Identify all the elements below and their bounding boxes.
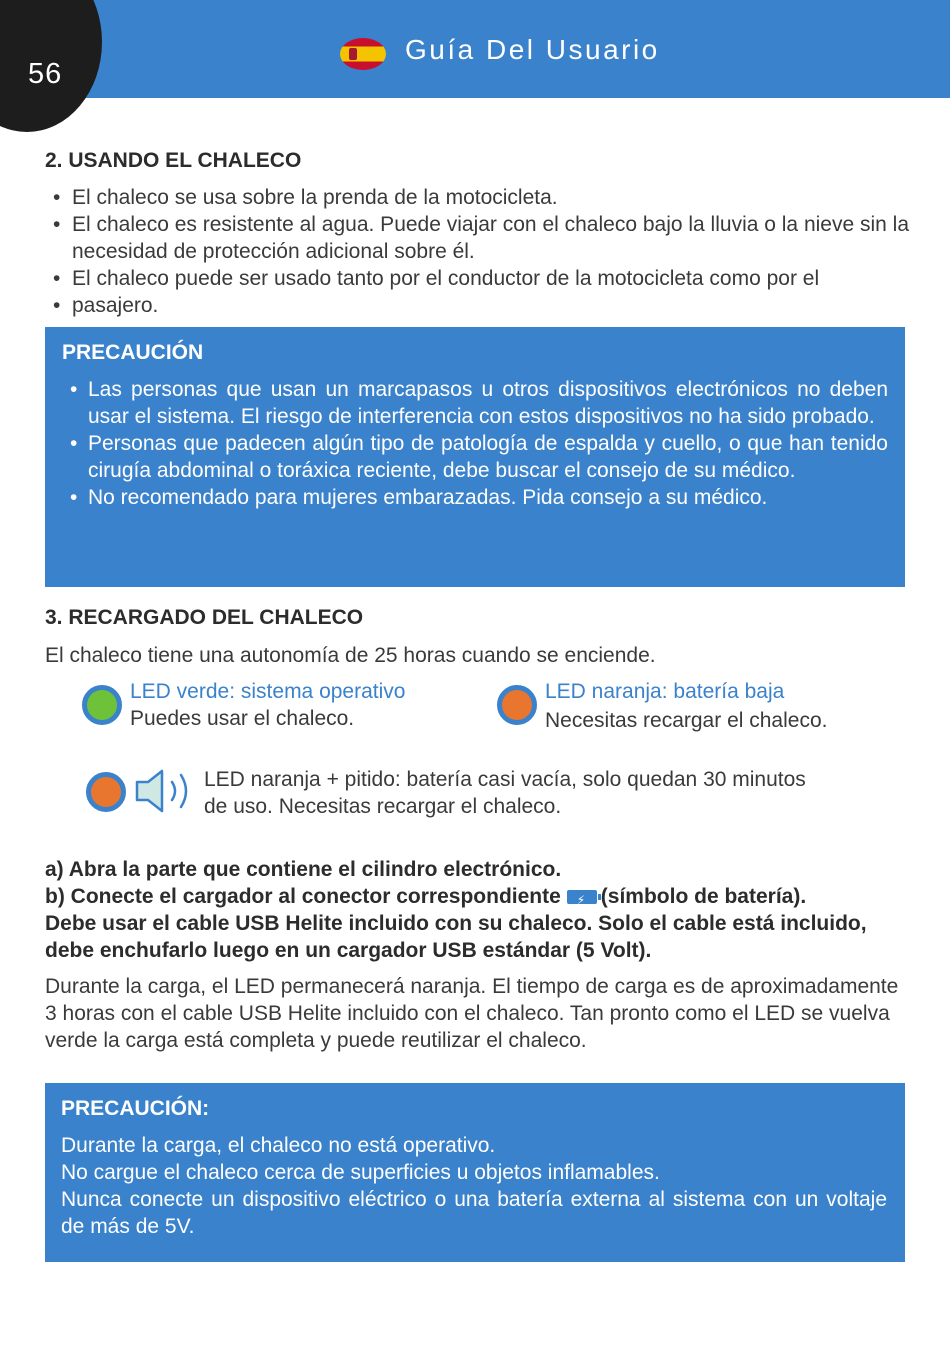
list-item: • No recomendado para mujeres embarazadas. Pida consejo a su médico. xyxy=(70,484,888,511)
led-orange-desc: Necesitas recargar el chaleco. xyxy=(545,709,828,732)
autonomy-text: El chaleco tiene una autonomía de 25 horas cuando se enciende. xyxy=(45,644,656,667)
header-title: Guía Del Usuario xyxy=(405,34,660,65)
orange-led-icon xyxy=(497,685,537,725)
green-led-icon xyxy=(82,685,122,725)
list-item: • El chaleco se usa sobre la prenda de la motocicleta. xyxy=(53,184,913,211)
step-b-symbol-text: (símbolo de batería). xyxy=(600,885,807,908)
caution-lines xyxy=(61,1132,887,1240)
caution-title: PRECAUCIÓN xyxy=(62,341,204,364)
list-item: • pasajero. xyxy=(53,292,913,319)
section-title-recargado: 3. RECARGADO DEL CHALECO xyxy=(45,606,364,629)
speaker-icon xyxy=(134,768,198,814)
caution-box xyxy=(45,327,905,587)
caution-line: No cargue el chaleco cerca de superficies u objetos inflamables. xyxy=(61,1161,660,1184)
led-green-title: LED verde: sistema operativo xyxy=(130,680,406,703)
caution-title: PRECAUCIÓN: xyxy=(61,1097,210,1120)
led-beep-line1: LED naranja + pitido: batería casi vacía, solo quedan 30 minutos xyxy=(204,768,806,791)
spain-flag-icon xyxy=(340,38,386,70)
list-item: • Personas que padecen algún tipo de patología de espalda y cuello, o que han tenido cirugía abdominal o toráxica reciente, debe buscar el consejo de su médico. xyxy=(70,430,888,484)
caution-line: Durante la carga, el chaleco no está operativo. xyxy=(61,1134,496,1157)
list-item: • El chaleco puede ser usado tanto por el conductor de la motocicleta como por el xyxy=(53,265,913,292)
led-orange-title: LED naranja: batería baja xyxy=(545,680,785,703)
section-title-usando: 2. USANDO EL CHALECO xyxy=(45,149,302,172)
step-a: a) Abra la parte que contiene el cilindro electrónico. xyxy=(45,858,562,881)
caution-line: Nunca conecte un dispositivo eléctrico o una batería externa al sistema con un voltaje de más de 5V. xyxy=(61,1188,887,1238)
battery-icon: ⚡ xyxy=(567,890,597,904)
orange-led-icon xyxy=(86,772,126,812)
caution-box xyxy=(45,1083,905,1262)
led-green-desc: Puedes usar el chaleco. xyxy=(130,707,355,730)
caution-bullet-list xyxy=(70,376,888,511)
step-b xyxy=(45,883,905,910)
charging-description: Durante la carga, el LED permanecerá naranja. El tiempo de carga es de aproximadamente 3 horas con el cable USB Helite incluido con el chaleco. Tan pronto como el LED se vuelva verde la carga está completa y puede reutilizar el chaleco. xyxy=(45,975,899,1052)
list-item: • El chaleco es resistente al agua. Puede viajar con el chaleco bajo la lluvia o la nieve sin la necesidad de protección adicional sobre él. xyxy=(53,211,913,265)
page-number: 56 xyxy=(28,58,63,90)
step-b-text: b) Conecte el cargador al conector correspondiente xyxy=(45,885,561,908)
section2-bullet-list xyxy=(53,184,913,319)
cable-instructions: Debe usar el cable USB Helite incluido con su chaleco. Solo el cable está incluido, debe enchufarlo luego en un cargador USB estándar (5 Volt). xyxy=(45,912,867,962)
led-beep-line2: de uso. Necesitas recargar el chaleco. xyxy=(204,795,562,818)
list-item: • Las personas que usan un marcapasos u otros dispositivos electrónicos no deben usar el sistema. El riesgo de interferencia con estos dispositivos no ha sido probado. xyxy=(70,376,888,430)
